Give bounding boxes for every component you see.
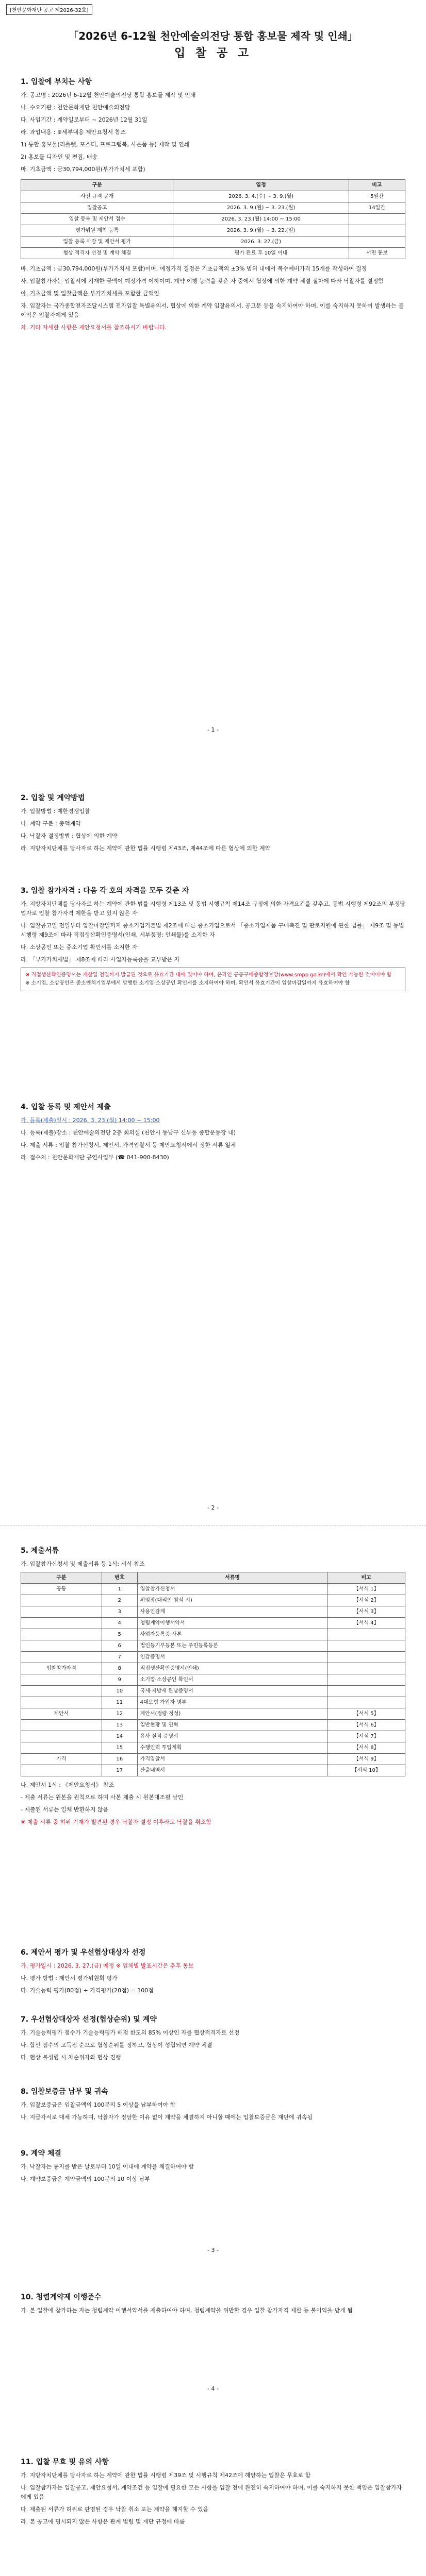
notice-box [21, 968, 405, 991]
cell [21, 1618, 102, 1629]
cell [349, 225, 405, 236]
section-5 [21, 1536, 405, 1830]
cell: 제안서(정량·정성) [137, 1708, 327, 1720]
table-header: 일정 [173, 180, 349, 191]
item-line: 라. 지방자치단체를 당사자로 하는 계약에 관한 법률 시행령 제43조, 제44조에 따른 협상에 의한 계약 [21, 845, 271, 852]
table-header: 서류명 [137, 1572, 327, 1584]
cell: 10 [102, 1686, 137, 1697]
table-header: 비고 [349, 180, 405, 191]
item-line: 라. 과업내용 : ※세부내용 제안요청서 참조 [21, 129, 126, 135]
cell: 유사 실적 증명서 [137, 1731, 327, 1742]
page-3 [0, 1525, 426, 2267]
page-number: - 1 - [207, 726, 219, 733]
section-4 [21, 1092, 405, 1165]
cell: 2026. 3. 27.(금) [173, 236, 349, 248]
table-row [21, 1595, 405, 1606]
item-line: 2) 홍보물 디자인 및 편집, 배송 [21, 154, 98, 160]
cell [327, 1686, 405, 1697]
cell: 법인등기부등본 또는 주민등록등본 [137, 1640, 327, 1652]
cell: 4 [102, 1618, 137, 1629]
cell: 산출내역서 [137, 1765, 327, 1776]
item-line: 1) 통합 홍보물(리플렛, 포스터, 프로그램북, 사은품 등) 제작 및 인쇄 [21, 141, 190, 148]
section-2 [21, 783, 405, 856]
note-line: ※ 제출 서류 중 허위 기재가 발견된 경우 낙찰자 결정 이후라도 낙찰을 취소함 [21, 1819, 211, 1825]
table-row [21, 1663, 405, 1674]
cell: 16 [102, 1754, 137, 1765]
item-line: 라. 「부가가치세법」 제8조에 따라 사업자등록증을 교부받은 자 [21, 956, 180, 963]
cell: 2026. 3. 23.(월) 14:00 ~ 15:00 [173, 214, 349, 225]
item-line: 나. 합산 점수의 고득점 순으로 협상순위를 정하고, 협상이 성립되면 계약 체결 [21, 2042, 212, 2048]
cell: 입찰공고 [21, 202, 173, 214]
cell: 2 [102, 1595, 137, 1606]
section-heading: 8. 입찰보증금 납부 및 귀속 [21, 2088, 108, 2096]
table-row [21, 1731, 405, 1742]
page-number: - 4 - [207, 2385, 219, 2392]
cell: 평가위원 제척 등록 [21, 225, 173, 236]
page-4 [0, 2277, 426, 2576]
table-row [21, 214, 405, 225]
cell [327, 1697, 405, 1708]
table-row [21, 1674, 405, 1686]
cell: 【서식 5】 [327, 1708, 405, 1720]
cell: 6 [102, 1640, 137, 1652]
note-line: 차. 기타 자세한 사항은 제안요청서를 참조하시기 바랍니다. [21, 324, 167, 331]
cell: 사전 규격 공개 [21, 191, 173, 202]
notice-number-tag: [천안문화재단 공고 제2026-32호] [6, 4, 92, 15]
note-line: 자. 입찰자는 국가종합전자조달시스템 전자입찰 특별유의서, 협상에 의한 계약 입찰유의서, 공고문 등을 숙지하여야 하며, 이를 숙지하지 못하여 발생하는 불이익은 입찰자에게 있음 [21, 302, 404, 318]
schedule-table [21, 179, 405, 259]
cell [327, 1674, 405, 1686]
section-heading: 6. 제안서 평가 및 우선협상대상자 선정 [21, 1948, 146, 1957]
item-line: 가. 공고명 : 2026년 6-12월 천안예술의전당 통합 홍보물 제작 및 인쇄 [21, 92, 196, 98]
cell: 12 [102, 1708, 137, 1720]
item-line: 가. 본 입찰에 참가하는 자는 청렴계약 이행서약서를 제출하여야 하며, 청렴계약을 위반할 경우 입찰 참가자격 제한 등 불이익을 받게 됨 [21, 2307, 353, 2314]
item-line: 다. 제출 서류 : 입찰 참가신청서, 제안서, 가격입찰서 등 제안요청서에서 정한 서류 일체 [21, 1142, 236, 1148]
cell: 【서식 2】 [327, 1595, 405, 1606]
cell [21, 1731, 102, 1742]
cell: 평가 완료 후 10일 이내 [173, 248, 349, 259]
item-line: 다. 기술능력 평가(80점) + 가격평가(20점) = 100점 [21, 1987, 154, 1994]
table-header: 구분 [21, 1572, 102, 1584]
cell: 가격입찰서 [137, 1754, 327, 1765]
page-1 [0, 0, 426, 742]
section-heading: 5. 제출서류 [21, 1547, 59, 1555]
cell [349, 236, 405, 248]
note-line: - 제출 서류는 원본을 원칙으로 하며 사본 제출 시 원본대조필 날인 [21, 1794, 184, 1801]
cell: 인감증명서 [137, 1652, 327, 1663]
cell: 공통 [21, 1584, 102, 1595]
item-line: 마. 기초금액 : 금30,794,000원(부가가치세 포함) [21, 166, 145, 173]
note-line: ※ 직접생산확인증명서는 개찰일 전일까지 발급된 것으로 유효기간 내에 있어야 하며, 온라인 공공구매종합정보망(www.smpp.go.kr)에서 확인 가능한 것이어야 함 [25, 972, 392, 978]
table-row [21, 1640, 405, 1652]
item-line: 나. 등록(제출)장소 : 천안예술의전당 2층 회의실 (천안시 동남구 신부동 종합운동장 내) [21, 1129, 236, 1136]
section-11 [21, 2447, 405, 2530]
cell: 3 [102, 1606, 137, 1618]
table-row [21, 202, 405, 214]
note-line: 바. 기초금액 : 금30,794,000원(부가가치세 포함)이며, 예정가격 결정은 기초금액의 ±3% 범위 내에서 복수예비가격 15개를 작성하여 결정 [21, 265, 367, 272]
cell: 14일간 [349, 202, 405, 214]
page-2 [0, 773, 426, 1525]
cell: 14 [102, 1731, 137, 1742]
cell [21, 1606, 102, 1618]
item-line: 가. 입찰방법 : 제한경쟁입찰 [21, 808, 90, 815]
item-line: 가. 등록(제출)일시 : 2026. 3. 23.(월) 14:00 ~ 15:00 [21, 1117, 160, 1124]
table-row [21, 1765, 405, 1776]
table-row [21, 1629, 405, 1640]
cell: 【서식 10】 [327, 1765, 405, 1776]
item-line: 라. 접수처 : 천안문화재단 공연사업부 (☎ 041-900-8430) [21, 1154, 169, 1161]
note-line: ※ 소기업, 소상공인은 중소벤처기업부에서 발행한 소기업·소상공인 확인서를 소지하여야 하며, 확인서 유효기간이 입찰마감일까지 유효하여야 함 [25, 980, 350, 986]
cell: 11 [102, 1697, 137, 1708]
cell: 수행인력 투입계획 [137, 1742, 327, 1754]
section-7 [21, 2005, 405, 2065]
section-heading: 1. 입찰에 부치는 사항 [21, 78, 92, 86]
item-line: 나. 입찰공고일 전일부터 입찰마감일까지 중소기업기본법 제2조에 따른 중소기업으로서 「중소기업제품 구매촉진 및 판로지원에 관한 법률」 제9조 및 동법 시행령 제9조에 따라 직접생산확인증명서(인쇄, 세부품명: 인쇄물)를 소지한 자 [21, 922, 404, 938]
item-line: 가. 지방자치단체를 당사자로 하는 계약에 관한 법률 시행령 제13조 및 동법 시행규칙 제14조 규정에 의한 자격요건을 갖추고, 동법 시행령 제92조의 부정당업자로 입찰 참가자격 제한을 받고 있지 않은 자 [21, 901, 405, 917]
cell: 8 [102, 1663, 137, 1674]
cell: 【서식 3】 [327, 1606, 405, 1618]
cell [327, 1640, 405, 1652]
section-6 [21, 1938, 405, 1998]
cell [21, 1640, 102, 1652]
section-heading: 9. 계약 체결 [21, 2149, 61, 2158]
section-heading: 10. 청렴계약제 이행준수 [21, 2293, 102, 2301]
section-heading: 11. 입찰 무효 및 유의 사항 [21, 2458, 109, 2466]
table-row [21, 191, 405, 202]
section-9 [21, 2139, 405, 2187]
note-line: 나. 제안서 1식 : 《제안요청서》 참조 [21, 1782, 114, 1788]
cell [21, 1697, 102, 1708]
notice-title: 「2026년 6-12월 천안예술의전당 통합 홍보물 제작 및 인쇄」 [68, 30, 358, 42]
section-heading: 4. 입찰 등록 및 제안서 제출 [21, 1103, 111, 1111]
note-line: - 제출된 서류는 일체 반환하지 않음 [21, 1806, 109, 1813]
cell [21, 1742, 102, 1754]
item-line: 나. 입찰참가자는 입찰공고, 제안요청서, 계약조건 등 입찰에 필요한 모든 사항을 입찰 전에 완전히 숙지하여야 하며, 이를 숙지하지 못한 책임은 입찰참가자에게 있음 [21, 2484, 402, 2500]
table-header: 비고 [327, 1572, 405, 1584]
cell: 입찰 등록 마감 및 제안서 평가 [21, 236, 173, 248]
note-line: 아. 기초금액 및 입찰금액은 부가가치세를 포함한 금액임 [21, 290, 159, 297]
item-line: 다. 소상공인 또는 중소기업 확인서를 소지한 자 [21, 944, 138, 951]
cell: 위임장(대리인 참석 시) [137, 1595, 327, 1606]
page-number: - 2 - [207, 1504, 219, 1511]
item-line: 가. 평가일시 : 2026. 3. 27.(금) 예정 ※ 업체별 발표시간은 추후 통보 [21, 1962, 194, 1969]
cell [21, 1674, 102, 1686]
cell: 국세·지방세 완납증명서 [137, 1686, 327, 1697]
item-line: 나. 평가 방법 : 제안서 평가위원회 평가 [21, 1975, 118, 1981]
cell: 직접생산확인증명서(인쇄) [137, 1663, 327, 1674]
cell: 5 [102, 1629, 137, 1640]
item-line: 나. 계약보증금은 계약금액의 100분의 10 이상 납부 [21, 2176, 150, 2182]
table-row [21, 1618, 405, 1629]
table-row [21, 1697, 405, 1708]
item-line: 가. 지방자치단체를 당사자로 하는 계약에 관한 법률 시행령 제39조 및 시행규칙 제42조에 해당하는 입찰은 무효로 함 [21, 2472, 311, 2479]
item-line: 가. 낙찰자는 통지를 받은 날로부터 10일 이내에 계약을 체결하여야 함 [21, 2163, 194, 2170]
section-10 [21, 2282, 405, 2318]
cell: 사업자등록증 사본 [137, 1629, 327, 1640]
table-header: 구분 [21, 180, 173, 191]
section-3 [21, 876, 405, 995]
cell [327, 1663, 405, 1674]
cell [21, 1652, 102, 1663]
item-line: 다. 낙찰자 결정방법 : 협상에 의한 계약 [21, 833, 118, 839]
table-row [21, 1584, 405, 1595]
cell: 13 [102, 1720, 137, 1731]
cell: 청렴계약이행서약서 [137, 1618, 327, 1629]
table-header: 번호 [102, 1572, 137, 1584]
table-row [21, 1720, 405, 1731]
cell: 2026. 3. 9.(월) ~ 3. 22.(일) [173, 225, 349, 236]
cell: 【서식 8】 [327, 1742, 405, 1754]
table-row [21, 1686, 405, 1697]
cell: 【서식 9】 [327, 1754, 405, 1765]
cell [349, 214, 405, 225]
cell: 4대보험 가입자 명부 [137, 1697, 327, 1708]
cell [327, 1629, 405, 1640]
cell: 17 [102, 1765, 137, 1776]
item-line: 가. 입찰보증금은 입찰금액의 100분의 5 이상을 납부하여야 함 [21, 2102, 176, 2108]
item-line: 가. 입찰참가신청서 및 제출서류 등 1식: 서식 참조 [21, 1561, 145, 1567]
cell: 소기업·소상공인 확인서 [137, 1674, 327, 1686]
cell: 입찰참가자격 [21, 1663, 102, 1674]
cell [21, 1629, 102, 1640]
item-line: 다. 협상 불성립 시 차순위자와 협상 진행 [21, 2054, 121, 2061]
table-row [21, 1652, 405, 1663]
notice-subtitle: 입 찰 공 고 [174, 47, 252, 60]
cell: 2026. 3. 4.(수) ~ 3. 9.(월) [173, 191, 349, 202]
cell: 협상 적격자 선정 및 계약 체결 [21, 248, 173, 259]
table-row [21, 1708, 405, 1720]
item-line: 라. 본 공고에 명시되지 않은 사항은 관계 법령 및 재단 규정에 따름 [21, 2518, 185, 2525]
cell: 입찰참가신청서 [137, 1584, 327, 1595]
item-line: 다. 사업기간 : 계약일로부터 ~ 2026년 12월 31일 [21, 116, 148, 123]
cell: 2026. 3. 9.(월) ~ 3. 23.(월) [173, 202, 349, 214]
cell [327, 1652, 405, 1663]
cell: 입찰 등록 및 제안서 접수 [21, 214, 173, 225]
cell: 【서식 6】 [327, 1720, 405, 1731]
cell: 【서식 7】 [327, 1731, 405, 1742]
table-row [21, 236, 405, 248]
table-row [21, 225, 405, 236]
item-line: 가. 기술능력평가 점수가 기술능력평가 배점 한도의 85% 이상인 자를 협상적격자로 선정 [21, 2029, 240, 2036]
cell: 【서식 1】 [327, 1584, 405, 1595]
cell [21, 1720, 102, 1731]
table-row [21, 1742, 405, 1754]
table-row [21, 1754, 405, 1765]
cell [21, 1686, 102, 1697]
documents-table [21, 1572, 405, 1776]
cell [21, 1765, 102, 1776]
cell: 1 [102, 1584, 137, 1595]
page-number: - 3 - [207, 2247, 219, 2253]
item-line: 나. 지급각서로 대체 가능하며, 낙찰자가 정당한 이유 없이 계약을 체결하지 아니할 때에는 입찰보증금은 재단에 귀속됨 [21, 2114, 313, 2121]
item-line: 나. 계약 구분 : 총액계약 [21, 820, 81, 827]
section-heading: 3. 입찰 참가자격 : 다음 각 호의 자격을 모두 갖춘 자 [21, 887, 189, 895]
section-1 [21, 67, 405, 335]
cell: 일반현황 및 연혁 [137, 1720, 327, 1731]
item-line: 다. 제출된 서류가 허위로 판명된 경우 낙찰 취소 또는 계약을 해지할 수 있음 [21, 2506, 209, 2513]
cell: 서면 통보 [349, 248, 405, 259]
cell: 【서식 4】 [327, 1618, 405, 1629]
cell: 제안서 [21, 1708, 102, 1720]
section-heading: 2. 입찰 및 계약방법 [21, 794, 85, 802]
table-row [21, 248, 405, 259]
cell: 가격 [21, 1754, 102, 1765]
cell: 사용인감계 [137, 1606, 327, 1618]
item-line: 나. 수요기관 : 천안문화재단 천안예술의전당 [21, 104, 130, 111]
section-8 [21, 2077, 405, 2125]
cell: 9 [102, 1674, 137, 1686]
table-row [21, 1606, 405, 1618]
cell [21, 1595, 102, 1606]
documents-table-body [21, 1584, 405, 1776]
cell: 15 [102, 1742, 137, 1754]
cell: 7 [102, 1652, 137, 1663]
note-line: 사. 입찰참가자는 입찰서에 기재한 금액이 예정가격 이하이며, 계약 이행 능력을 갖춘 자 중에서 협상에 의한 계약 체결 절차에 따라 낙찰자를 결정함 [21, 278, 384, 284]
cell: 5일간 [349, 191, 405, 202]
section-heading: 7. 우선협상대상자 선정(협상순위) 및 계약 [21, 2015, 157, 2024]
